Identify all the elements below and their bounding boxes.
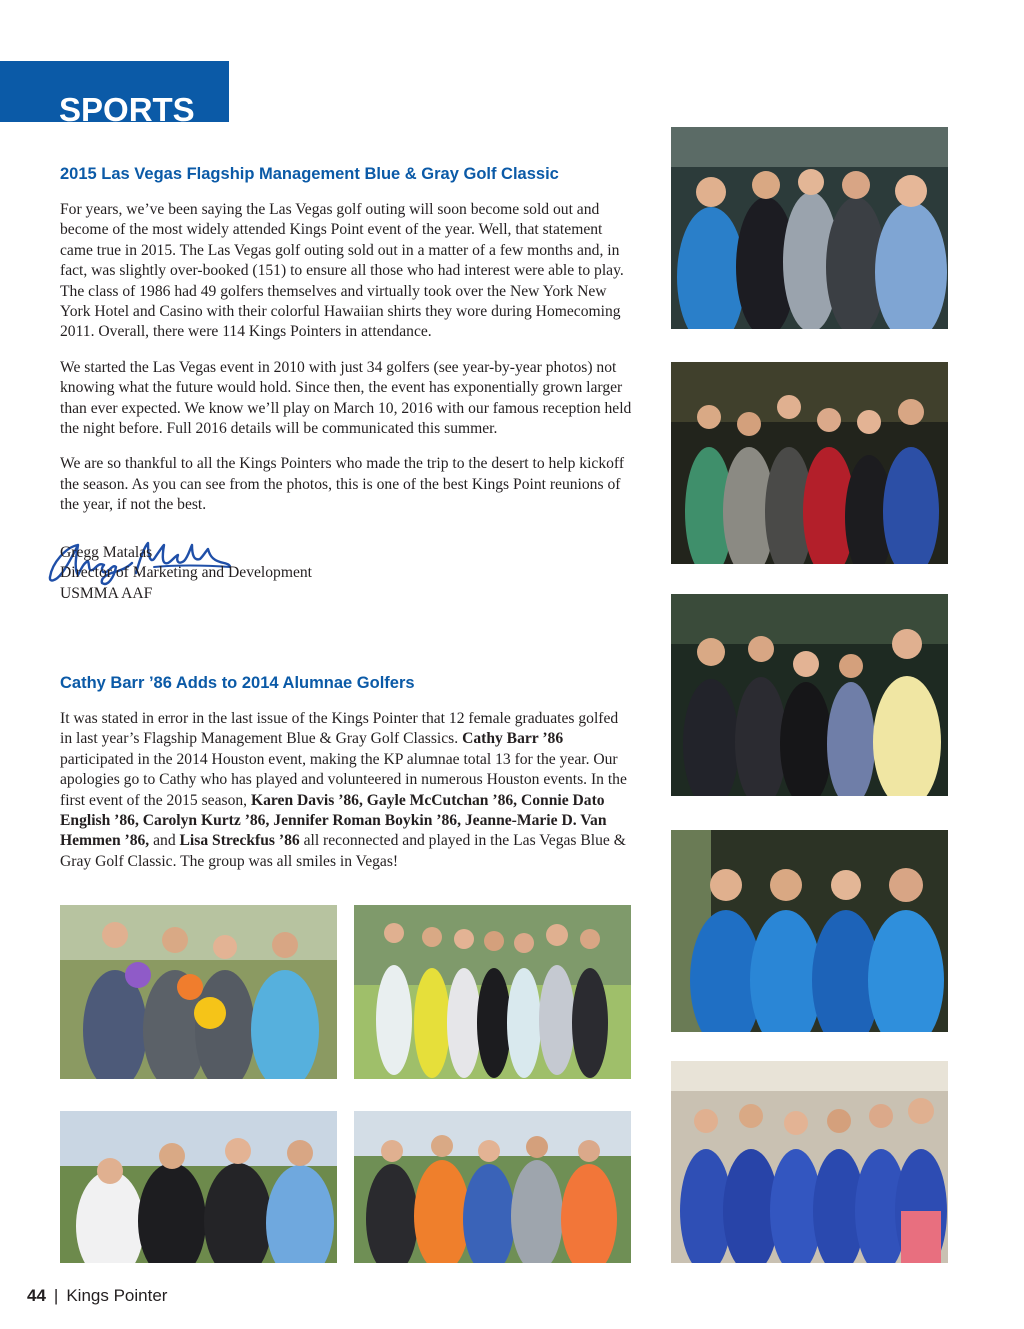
article-2-headline: Cathy Barr ’86 Adds to 2014 Alumnae Golfers <box>60 674 415 692</box>
footer-separator: | <box>53 1286 59 1305</box>
article-1-headline: 2015 Las Vegas Flagship Management Blue & Gray Golf Classic <box>60 165 559 183</box>
page-footer <box>27 1286 167 1306</box>
photo-golfers-foursome <box>60 1111 337 1263</box>
photo-alumnae-golfers <box>354 905 631 1079</box>
section-tab <box>0 61 229 128</box>
article-1-paragraph: We are so thankful to all the Kings Pointers who made the trip to the desert to help kickoff the season. As you can see from the photos, this is one of the best Kings Point reunions of the year, if not the best. <box>60 455 625 514</box>
article-1-paragraph: For years, we’ve been saying the Las Vegas golf outing will soon become sold out and become of the most widely attended Kings Point event of the year. Well, that statement came true in 2015. The Las Vegas golf outing sold out in a matter of a few months and, in fact, was slightly over-booked (151) to ensure all those who had interest were able to play. The class of 1986 had 49 golfers themselves and virtually took over the New York New York Hotel and Casino with their colorful Hawaiian shirts they wore during Homecoming 2011. Overall, there were 114 Kings Pointers in attendance. <box>60 201 624 341</box>
signature-name: Gregg Matalas <box>60 544 153 561</box>
article-2-paragraph <box>60 709 632 872</box>
photo-bar-group <box>671 594 948 796</box>
article-1-paragraph: We started the Las Vegas event in 2010 with just 34 golfers (see year-by-year photos) not knowing what the future would hold. Since then, the event has exponentially grown larger than ever expected. We know we’ll play on March 10, 2016 with our famous reception held the night before. Full 2016 details will be communicated this summer. <box>60 358 632 438</box>
article-2-body <box>60 709 632 887</box>
bold-segment: Karen Davis ’86, Gayle McCutchan ’86, Connie Dato English ’86, Carolyn Kurtz ’86, Jennifer Roman Boykin ’86, Jeanne-Marie D. Van Hemmen ’86, <box>60 791 607 850</box>
text-segment: It was stated in error in the last issue of the Kings Pointer that 12 female graduates golfed in last year’s Flagship Management Blue & Gray Golf Classics. <box>60 710 619 748</box>
text-segment: all reconnected and played in the Las Vegas Blue & Gray Golf Classic. The group was all smiles in Vegas! <box>60 832 626 870</box>
bold-segment: Cathy Barr ’86 <box>462 730 564 748</box>
photo-reception-hawaiian-shirts <box>671 127 948 329</box>
text-segment: participated in the 2014 Houston event, making the KP alumnae total 13 for the year. Our apologies go to Cathy who has played and volunteered in numerous Houston events. In the first event of the 2015 season, <box>60 750 627 809</box>
photo-blue-shirts-group <box>671 1061 948 1263</box>
bold-segment: Lisa Streckfus ’86 <box>179 832 300 850</box>
page-number: 44 <box>27 1286 46 1305</box>
article-1-body <box>60 200 635 531</box>
signature-org: USMMA AAF <box>60 584 153 602</box>
photo-reception-group <box>671 362 948 564</box>
text-segment: and <box>149 832 180 850</box>
signature-title: Director of Marketing and Development <box>60 564 313 582</box>
photo-hawaiian-shirts-group <box>671 830 948 1032</box>
publication-name: Kings Pointer <box>66 1286 168 1305</box>
photo-golfers-five <box>354 1111 631 1263</box>
signature-block <box>60 543 460 604</box>
section-title: SPORTS <box>59 91 195 128</box>
photo-golfers-with-flowers <box>60 905 337 1079</box>
